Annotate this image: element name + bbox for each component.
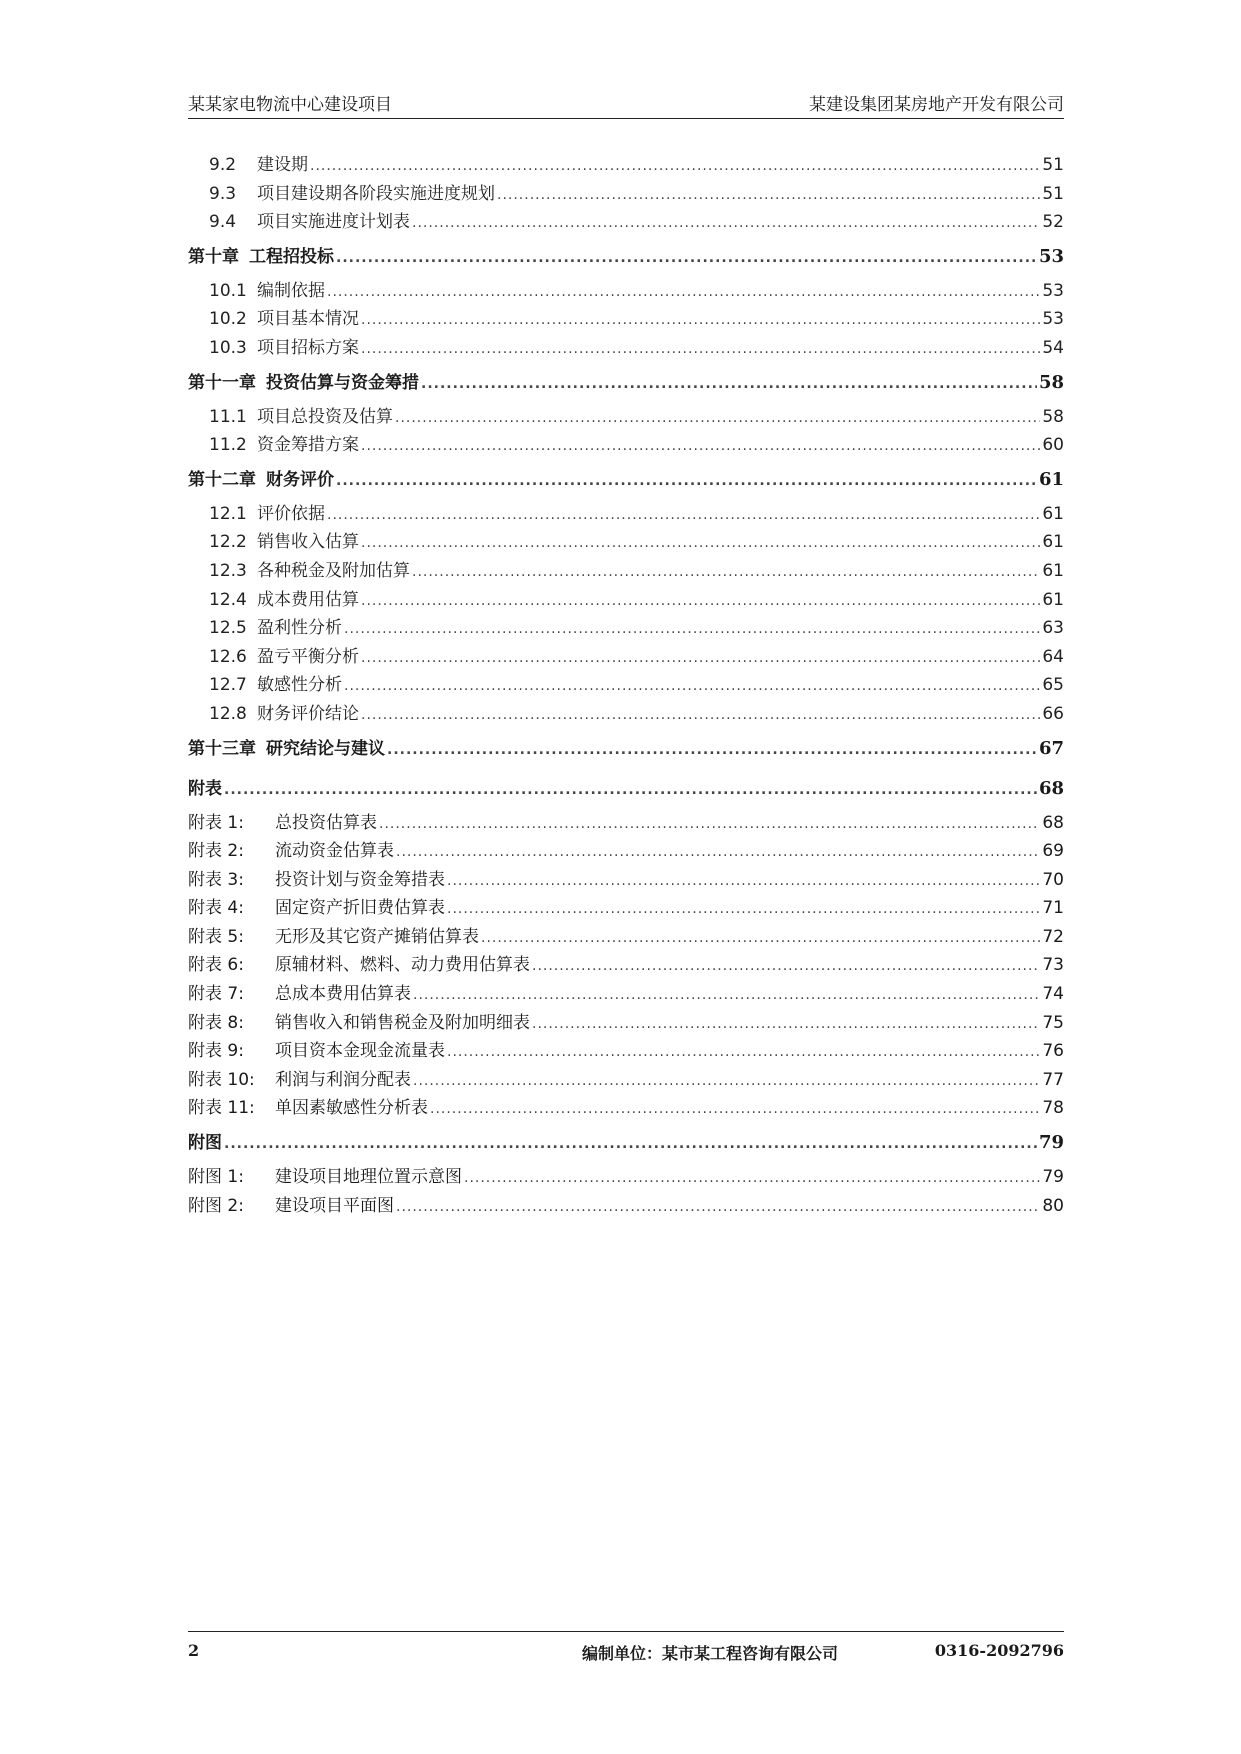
- toc-entry-title: 项目资本金现金流量表: [275, 1041, 445, 1062]
- toc-entry-page-number: 61: [1042, 589, 1064, 610]
- toc-entry-page-number: 61: [1038, 468, 1064, 490]
- toc-entry-number: 附表 10:: [188, 1069, 255, 1090]
- toc-entry-title: 投资估算与资金筹措: [266, 372, 419, 393]
- table-of-contents: [188, 151, 1064, 1220]
- toc-dot-leader: [447, 895, 1040, 924]
- toc-entry[interactable]: [188, 894, 1064, 923]
- toc-dot-leader: [224, 770, 1037, 810]
- toc-entry-title: 附表: [188, 778, 222, 799]
- toc-entry-title: 项目建设期各阶段实施进度规划: [257, 183, 495, 204]
- footer-page-number: 2: [188, 1641, 200, 1660]
- toc-entry-number: 11.1: [209, 406, 247, 427]
- toc-entry[interactable]: [188, 277, 1064, 306]
- toc-entry-number: 附表 3:: [188, 869, 244, 890]
- toc-dot-leader: [361, 587, 1040, 616]
- toc-entry[interactable]: [188, 643, 1064, 672]
- toc-entry-title: 敏感性分析: [257, 675, 342, 696]
- toc-dot-leader: [361, 432, 1040, 461]
- toc-entry-number: 12.8: [209, 703, 247, 724]
- toc-entry-page-number: 71: [1042, 898, 1064, 919]
- toc-entry-title: 工程招投标: [249, 246, 334, 267]
- toc-entry-page-number: 53: [1042, 309, 1064, 330]
- toc-entry-title: 财务评价结论: [257, 703, 359, 724]
- toc-entry[interactable]: [188, 1094, 1064, 1123]
- toc-chapter-entry[interactable]: [188, 1123, 1064, 1163]
- toc-entry-number: 10.3: [209, 337, 247, 358]
- toc-entry[interactable]: [188, 334, 1064, 363]
- toc-dot-leader: [396, 1193, 1040, 1222]
- toc-dot-leader: [344, 615, 1040, 644]
- toc-dot-leader: [396, 838, 1040, 867]
- toc-entry-page-number: 69: [1042, 841, 1064, 862]
- toc-entry-number: 12.2: [209, 532, 247, 553]
- toc-entry-title: 盈利性分析: [257, 618, 342, 639]
- toc-entry-title: 资金筹措方案: [257, 435, 359, 456]
- toc-entry-page-number: 58: [1038, 371, 1064, 393]
- toc-entry-number: 12.4: [209, 589, 247, 610]
- toc-entry-title: 各种税金及附加估算: [257, 560, 410, 581]
- toc-entry-title: 原辅材料、燃料、动力费用估算表: [275, 955, 530, 976]
- toc-dot-leader: [413, 981, 1040, 1010]
- toc-chapter-entry[interactable]: [188, 460, 1064, 500]
- toc-dot-leader: [327, 501, 1040, 530]
- toc-entry-page-number: 61: [1042, 532, 1064, 553]
- toc-entry-title: 销售收入估算: [257, 532, 359, 553]
- toc-entry-number: 第十一章: [188, 372, 256, 393]
- toc-entry-page-number: 77: [1042, 1069, 1064, 1090]
- toc-chapter-entry[interactable]: [188, 729, 1064, 769]
- toc-entry-page-number: 54: [1042, 337, 1064, 358]
- toc-dot-leader: [481, 924, 1040, 953]
- toc-dot-leader: [464, 1164, 1040, 1193]
- toc-chapter-entry[interactable]: [188, 769, 1064, 809]
- toc-entry-page-number: 68: [1042, 812, 1064, 833]
- toc-entry-page-number: 68: [1038, 777, 1064, 799]
- toc-entry-title: 项目基本情况: [257, 309, 359, 330]
- toc-entry-title: 流动资金估算表: [275, 841, 394, 862]
- toc-entry-title: 研究结论与建议: [266, 738, 385, 759]
- toc-entry[interactable]: [188, 671, 1064, 700]
- toc-entry-title: 建设期: [257, 155, 308, 175]
- toc-entry[interactable]: [188, 586, 1064, 615]
- toc-entry-page-number: 75: [1042, 1012, 1064, 1033]
- toc-entry-title: 盈亏平衡分析: [257, 646, 359, 667]
- toc-dot-leader: [532, 952, 1040, 981]
- toc-entry[interactable]: [188, 151, 1064, 180]
- toc-entry[interactable]: [188, 431, 1064, 460]
- toc-entry-number: 附表 11:: [188, 1098, 255, 1119]
- toc-entry[interactable]: [188, 980, 1064, 1009]
- toc-entry[interactable]: [188, 1163, 1064, 1192]
- toc-entry-page-number: 65: [1042, 675, 1064, 696]
- toc-entry-page-number: 53: [1042, 280, 1064, 301]
- toc-entry-page-number: 79: [1038, 1132, 1064, 1154]
- toc-entry-page-number: 67: [1038, 737, 1064, 759]
- toc-entry-title: 总成本费用估算表: [275, 984, 411, 1005]
- toc-entry-title: 项目招标方案: [257, 337, 359, 358]
- toc-entry-title: 附图: [188, 1133, 222, 1154]
- toc-entry-number: 第十章: [188, 246, 239, 267]
- toc-entry[interactable]: [188, 500, 1064, 529]
- toc-entry-number: 附表 9:: [188, 1041, 244, 1062]
- toc-entry-page-number: 72: [1042, 926, 1064, 947]
- toc-entry-page-number: 51: [1042, 183, 1064, 204]
- toc-dot-leader: [361, 306, 1040, 335]
- toc-entry-number: 附表 1:: [188, 812, 244, 833]
- toc-entry-title: 单因素敏感性分析表: [275, 1098, 428, 1119]
- toc-dot-leader: [344, 672, 1040, 701]
- toc-entry-page-number: 74: [1042, 984, 1064, 1005]
- toc-dot-leader: [497, 181, 1040, 210]
- toc-entry-title: 评价依据: [257, 503, 325, 524]
- footer-compiling-unit: 编制单位：某市某工程咨询有限公司: [582, 1644, 839, 1663]
- toc-dot-leader: [224, 1124, 1037, 1164]
- toc-dot-leader: [395, 404, 1040, 433]
- toc-dot-leader: [361, 701, 1040, 730]
- toc-dot-leader: [430, 1095, 1040, 1124]
- toc-dot-leader: [336, 238, 1037, 278]
- toc-entry-page-number: 79: [1042, 1167, 1064, 1188]
- toc-dot-leader: [447, 867, 1040, 896]
- toc-dot-leader: [361, 529, 1040, 558]
- toc-dot-leader: [447, 1038, 1040, 1067]
- toc-entry-page-number: 52: [1042, 212, 1064, 233]
- toc-entry-title: 项目总投资及估算: [257, 406, 393, 427]
- toc-entry[interactable]: [188, 557, 1064, 586]
- footer-phone: 0316-2092796: [934, 1641, 1064, 1660]
- toc-entry-title: 成本费用估算: [257, 589, 359, 610]
- page-header: [188, 86, 1064, 119]
- toc-entry-number: 9.4: [209, 212, 237, 233]
- toc-entry-number: 9.2: [209, 155, 237, 175]
- toc-entry-title: 总投资估算表: [275, 812, 377, 833]
- toc-entry-page-number: 78: [1042, 1098, 1064, 1119]
- toc-entry[interactable]: [188, 614, 1064, 643]
- toc-entry-page-number: 63: [1042, 618, 1064, 639]
- toc-dot-leader: [327, 278, 1040, 307]
- toc-entry-number: 9.3: [209, 183, 237, 204]
- footer-rule: [188, 1631, 1064, 1632]
- toc-entry-title: 项目实施进度计划表: [257, 212, 410, 233]
- header-company-name: 某建设集团某房地产开发有限公司: [809, 95, 1064, 115]
- toc-entry-page-number: 53: [1038, 245, 1064, 267]
- toc-entry-page-number: 58: [1042, 406, 1064, 427]
- toc-entry-number: 附表 4:: [188, 898, 244, 919]
- toc-dot-leader: [310, 152, 1040, 181]
- toc-entry-number: 附图 1:: [188, 1167, 244, 1188]
- toc-entry[interactable]: [188, 1037, 1064, 1066]
- toc-entry-page-number: 76: [1042, 1041, 1064, 1062]
- header-project-name: 某某家电物流中心建设项目: [188, 95, 392, 115]
- toc-entry-number: 附表 8:: [188, 1012, 244, 1033]
- toc-dot-leader: [412, 209, 1040, 238]
- toc-entry-number: 附表 2:: [188, 841, 244, 862]
- toc-dot-leader: [379, 810, 1040, 839]
- toc-dot-leader: [421, 364, 1037, 404]
- toc-entry-number: 12.5: [209, 618, 247, 639]
- toc-entry-page-number: 66: [1042, 703, 1064, 724]
- toc-entry[interactable]: [188, 305, 1064, 334]
- toc-chapter-entry[interactable]: [188, 363, 1064, 403]
- toc-entry-title: 无形及其它资产摊销估算表: [275, 926, 479, 947]
- toc-entry-page-number: 61: [1042, 503, 1064, 524]
- toc-entry[interactable]: [188, 208, 1064, 237]
- toc-entry-page-number: 61: [1042, 560, 1064, 581]
- toc-entry[interactable]: [188, 923, 1064, 952]
- toc-dot-leader: [361, 335, 1040, 364]
- toc-entry-number: 10.1: [209, 280, 247, 301]
- toc-entry-page-number: 51: [1042, 155, 1064, 175]
- page-footer: [188, 1631, 1064, 1661]
- toc-entry-number: 附表 7:: [188, 984, 244, 1005]
- toc-entry-number: 12.1: [209, 503, 247, 524]
- toc-entry-number: 12.6: [209, 646, 247, 667]
- toc-entry-page-number: 73: [1042, 955, 1064, 976]
- toc-entry-number: 附表 6:: [188, 955, 244, 976]
- toc-entry-title: 利润与利润分配表: [275, 1069, 411, 1090]
- toc-dot-leader: [412, 558, 1040, 587]
- toc-entry-number: 12.3: [209, 560, 247, 581]
- toc-entry-number: 附表 5:: [188, 926, 244, 947]
- toc-entry-title: 编制依据: [257, 280, 325, 301]
- toc-dot-leader: [336, 461, 1037, 501]
- toc-entry-number: 11.2: [209, 435, 247, 456]
- toc-entry-title: 财务评价: [266, 469, 334, 490]
- toc-entry-title: 建设项目地理位置示意图: [275, 1167, 462, 1188]
- toc-entry-page-number: 60: [1042, 435, 1064, 456]
- toc-entry[interactable]: [188, 528, 1064, 557]
- toc-entry-number: 第十三章: [188, 738, 256, 759]
- toc-entry[interactable]: [188, 403, 1064, 432]
- toc-entry-number: 附图 2:: [188, 1195, 244, 1216]
- toc-entry-number: 10.2: [209, 309, 247, 330]
- toc-entry-page-number: 70: [1042, 869, 1064, 890]
- toc-entry-number: 第十二章: [188, 469, 256, 490]
- toc-entry[interactable]: [188, 837, 1064, 866]
- toc-entry-title: 销售收入和销售税金及附加明细表: [275, 1012, 530, 1033]
- toc-entry[interactable]: [188, 1066, 1064, 1095]
- toc-entry-title: 建设项目平面图: [275, 1195, 394, 1216]
- toc-dot-leader: [413, 1067, 1040, 1096]
- toc-entry[interactable]: [188, 866, 1064, 895]
- toc-entry-page-number: 80: [1042, 1195, 1064, 1216]
- toc-dot-leader: [532, 1010, 1040, 1039]
- toc-entry[interactable]: [188, 1009, 1064, 1038]
- toc-entry[interactable]: [188, 1192, 1064, 1221]
- toc-entry[interactable]: [188, 951, 1064, 980]
- toc-entry[interactable]: [188, 700, 1064, 729]
- toc-entry-title: 固定资产折旧费估算表: [275, 898, 445, 919]
- toc-dot-leader: [387, 730, 1037, 770]
- toc-entry[interactable]: [188, 809, 1064, 838]
- toc-entry-number: 12.7: [209, 675, 247, 696]
- toc-entry-title: 投资计划与资金筹措表: [275, 869, 445, 890]
- toc-entry[interactable]: [188, 180, 1064, 209]
- toc-dot-leader: [361, 644, 1040, 673]
- toc-entry-page-number: 64: [1042, 646, 1064, 667]
- toc-chapter-entry[interactable]: [188, 237, 1064, 277]
